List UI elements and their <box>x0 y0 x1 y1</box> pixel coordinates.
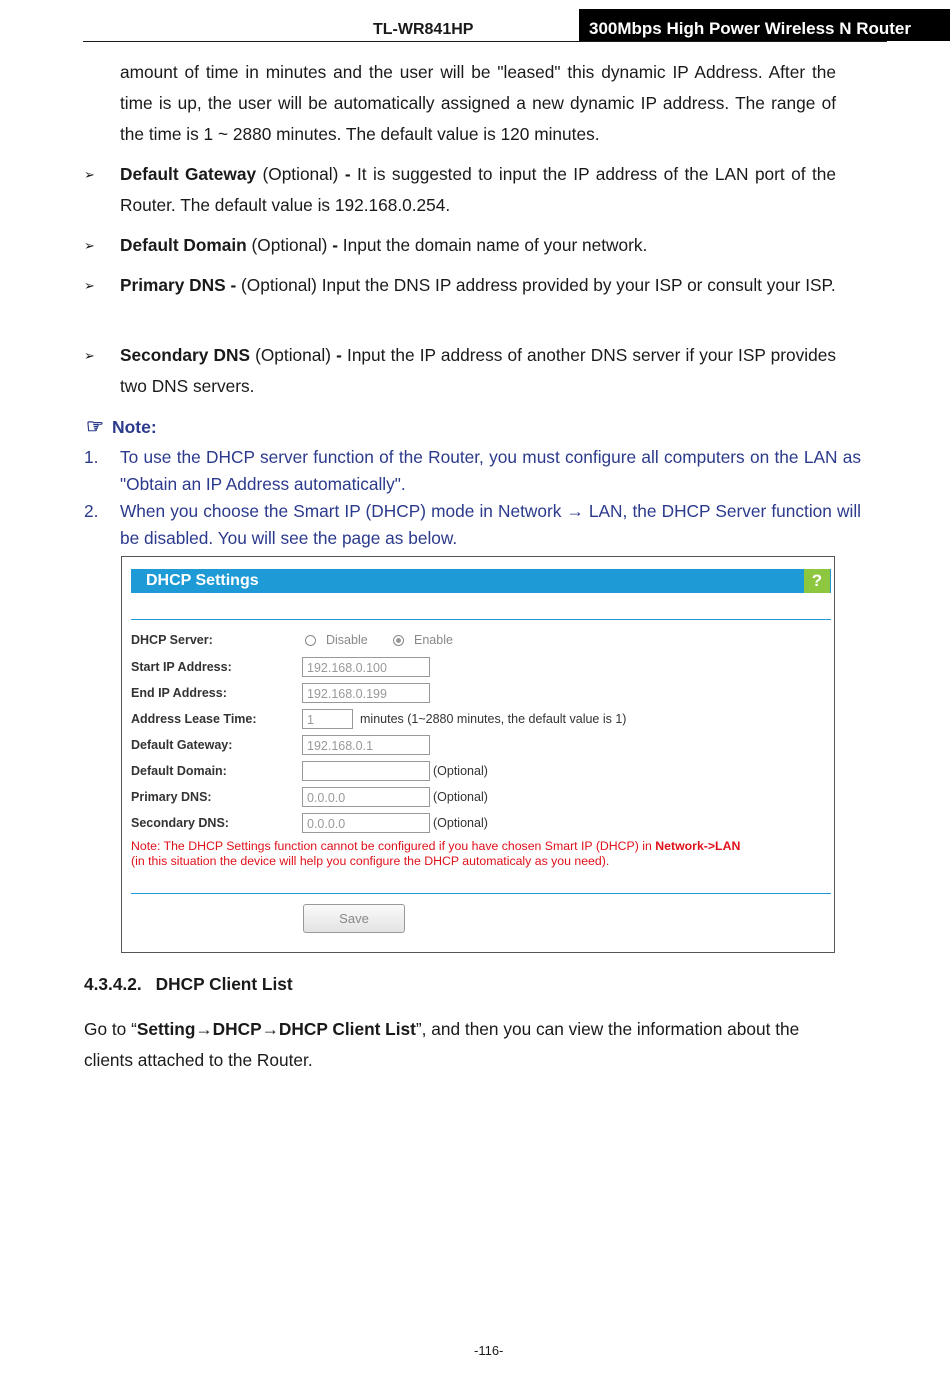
bullet-arrow-icon: ➢ <box>84 167 95 182</box>
header-model: TL-WR841HP <box>373 21 474 38</box>
default-gateway-input[interactable]: 192.168.0.1 <box>302 735 430 755</box>
panel-title: DHCP Settings <box>146 572 259 589</box>
radio-enable-label: Enable <box>414 633 453 647</box>
primary-dns-input[interactable]: 0.0.0.0 <box>302 787 430 807</box>
section-heading <box>84 974 293 995</box>
end-ip-label: End IP Address: <box>131 686 227 700</box>
optional-hint: (Optional) <box>433 790 488 804</box>
radio-disable-label: Disable <box>326 633 368 647</box>
lease-time-label: Address Lease Time: <box>131 712 257 726</box>
section-title: DHCP Client List <box>155 974 293 994</box>
end-ip-input[interactable]: 192.168.0.199 <box>302 683 430 703</box>
lease-time-input[interactable]: 1 <box>302 709 353 729</box>
radio-enable[interactable] <box>393 635 404 646</box>
page-header <box>83 9 911 42</box>
radio-disable[interactable] <box>305 635 316 646</box>
divider <box>131 893 831 894</box>
header-title: 300Mbps High Power Wireless N Router <box>579 9 950 41</box>
default-domain-input[interactable] <box>302 761 430 781</box>
optional-hint: (Optional) <box>433 764 488 778</box>
bullet-default-gateway: Default Gateway (Optional) - It is suggested to input the IP address of the LAN port of the Router. The default value is 192.168.0.254. <box>120 164 836 215</box>
pointing-hand-icon: ☞ <box>86 416 104 438</box>
bullet-primary-dns: Primary DNS - (Optional) Input the DNS IP address provided by your ISP or consult your ISP. <box>120 275 836 295</box>
dhcp-server-label: DHCP Server: <box>131 633 213 647</box>
dhcp-settings-screenshot <box>121 556 835 953</box>
panel-title-bar <box>131 569 831 593</box>
bullet-secondary-dns: Secondary DNS (Optional) - Input the IP address of another DNS server if your ISP provides two DNS servers. <box>120 345 837 396</box>
help-icon[interactable]: ? <box>804 569 830 593</box>
bullet-arrow-icon: ➢ <box>84 238 95 253</box>
secondary-dns-label: Secondary DNS: <box>131 816 229 830</box>
divider <box>131 619 831 620</box>
intro-paragraph: amount of time in minutes and the user will be "leased" this dynamic IP Address. After the time is up, the user will be automatically assigned a new dynamic IP address. The range of the time is 1 ~ 2880 minutes. The default value is 120 minutes. <box>120 62 836 144</box>
default-domain-label: Default Domain: <box>131 764 227 778</box>
default-gateway-label: Default Gateway: <box>131 738 233 752</box>
primary-dns-label: Primary DNS: <box>131 790 212 804</box>
lease-time-hint: minutes (1~2880 minutes, the default value is 1) <box>360 712 627 726</box>
note-heading: ☞ Note: <box>86 416 157 438</box>
save-button[interactable]: Save <box>303 904 405 933</box>
start-ip-input[interactable]: 192.168.0.100 <box>302 657 430 677</box>
start-ip-label: Start IP Address: <box>131 660 232 674</box>
page-number: -116- <box>474 1343 504 1358</box>
secondary-dns-input[interactable]: 0.0.0.0 <box>302 813 430 833</box>
bullet-arrow-icon: ➢ <box>84 348 95 363</box>
bullet-default-domain: Default Domain (Optional) - Input the domain name of your network. <box>120 235 648 255</box>
warning-note: Note: The DHCP Settings function cannot be configured if you have chosen Smart IP (DHCP) in Network->LAN (in this situation the device will help you configure the DHCP automaticaly as you need). <box>131 839 741 868</box>
goto-paragraph: Go to “Setting→DHCP→DHCP Client List”, and then you can view the information about the clients attached to the Router. <box>84 1019 800 1070</box>
bullet-arrow-icon: ➢ <box>84 278 95 293</box>
optional-hint: (Optional) <box>433 816 488 830</box>
section-number: 4.3.4.2. <box>84 974 142 994</box>
